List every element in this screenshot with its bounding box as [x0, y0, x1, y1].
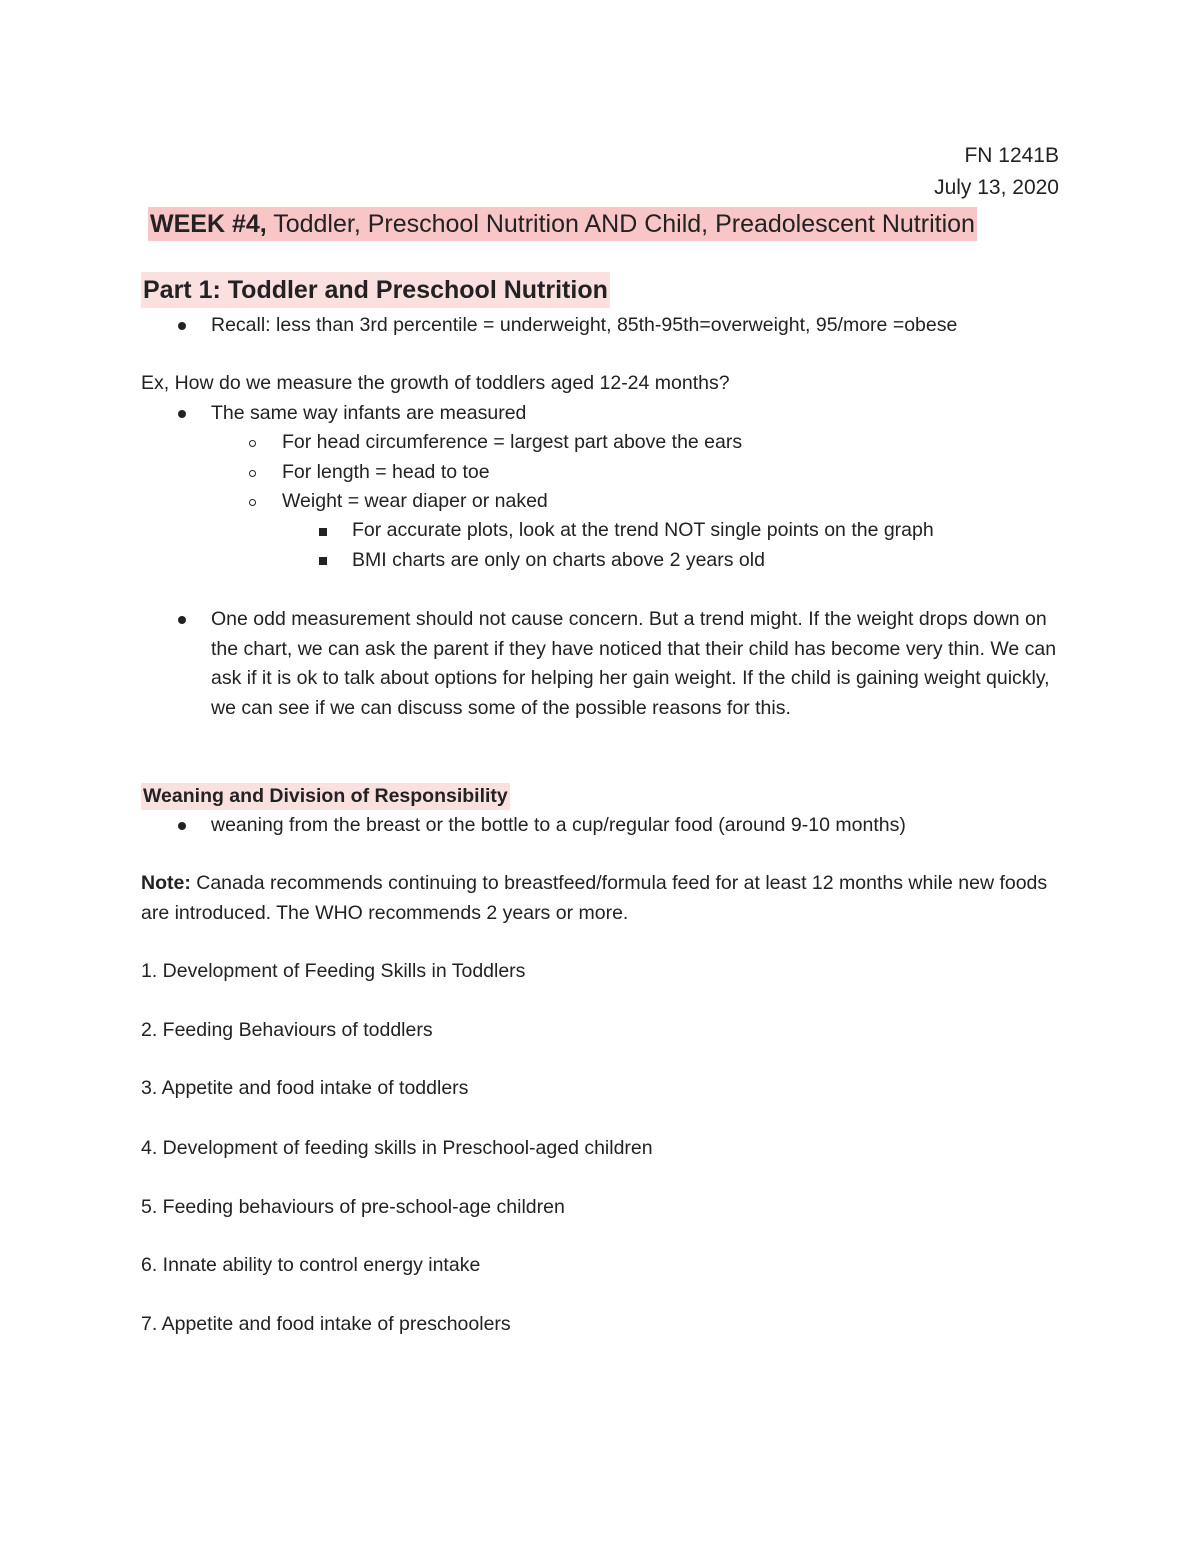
note-text: Canada recommends continuing to breastfeed/formula feed for at least 12 months while new foods are introduced. The WHO recommends 2 years or more. [141, 872, 1048, 924]
odd-measurement-paragraph: One odd measurement should not cause concern. But a trend might. If the weight drops down on the chart, we can ask the parent if they have noticed that their child has become very thin. We can ask if it is ok to talk about options for helping her gain weight. If the child is gaining weight quickly, we can see if we can discuss some of the possible reasons for this. [211, 608, 1057, 719]
topic-item: 7. Appetite and food intake of preschoolers [141, 1313, 511, 1335]
bullet-ring-icon [249, 499, 256, 506]
list-item: For accurate plots, look at the trend NOT single points on the graph [352, 519, 934, 541]
bullet-dot-icon [178, 616, 186, 624]
list-item: BMI charts are only on charts above 2 years old [352, 549, 765, 571]
weaning-bullet: weaning from the breast or the bottle to a cup/regular food (around 9-10 months) [211, 814, 906, 836]
document-date: July 13, 2020 [934, 176, 1059, 199]
bullet-dot-icon [178, 322, 186, 330]
course-code: FN 1241B [964, 144, 1059, 167]
part1-heading: Part 1: Toddler and Preschool Nutrition [141, 272, 610, 308]
list-item: The same way infants are measured [211, 402, 527, 424]
bullet-square-icon [319, 528, 327, 536]
list-item: For length = head to toe [282, 461, 490, 483]
note-paragraph [141, 869, 1061, 928]
weaning-heading: Weaning and Division of Responsibility [141, 783, 510, 810]
bullet-dot-icon [178, 410, 186, 418]
list-item: For head circumference = largest part above the ears [282, 431, 743, 453]
title-week: WEEK #4, [150, 210, 267, 238]
topic-item: 2. Feeding Behaviours of toddlers [141, 1019, 433, 1041]
topic-item: 5. Feeding behaviours of pre-school-age children [141, 1196, 565, 1218]
topic-item: 3. Appetite and food intake of toddlers [141, 1077, 469, 1099]
title-topic: Toddler, Preschool Nutrition AND Child, Preadolescent Nutrition [266, 210, 975, 238]
bullet-square-icon [319, 557, 327, 565]
example-question: Ex, How do we measure the growth of toddlers aged 12-24 months? [141, 372, 730, 394]
topic-item: 1. Development of Feeding Skills in Toddlers [141, 960, 526, 982]
topic-item: 6. Innate ability to control energy intake [141, 1254, 481, 1276]
page-title [148, 207, 977, 241]
list-item: Weight = wear diaper or naked [282, 490, 548, 512]
bullet-ring-icon [249, 470, 256, 477]
topic-item: 4. Development of feeding skills in Preschool-aged children [141, 1137, 653, 1159]
recall-bullet: Recall: less than 3rd percentile = underweight, 85th-95th=overweight, 95/more =obese [211, 314, 958, 336]
bullet-ring-icon [249, 440, 256, 447]
note-label: Note: [141, 872, 191, 894]
bullet-dot-icon [178, 822, 186, 830]
